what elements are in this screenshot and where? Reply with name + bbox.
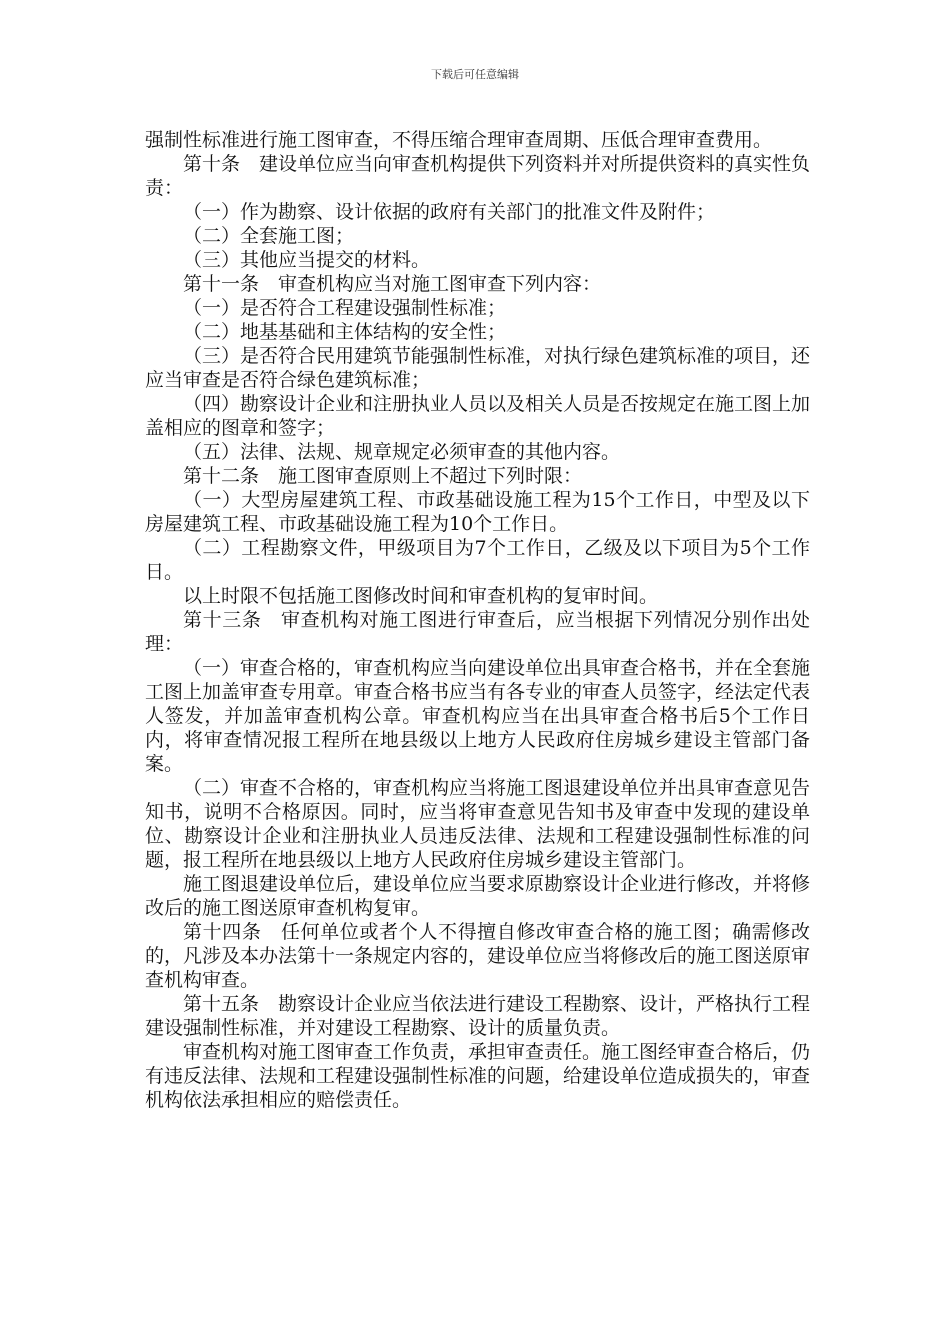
paragraph: 施工图退建设单位后，建设单位应当要求原勘察设计企业进行修改，并将修改后的施工图送原审查机构复审。: [145, 873, 811, 919]
paragraph: （二）全套施工图；: [183, 225, 355, 247]
paragraph: （一）作为勘察、设计依据的政府有关部门的批准文件及附件；: [183, 201, 716, 223]
paragraph: （三）其他应当提交的材料。: [183, 249, 431, 271]
paragraph: 第十条 建设单位应当向审查机构提供下列资料并对所提供资料的真实性负责：: [145, 153, 811, 199]
paragraph: （二）工程勘察文件，甲级项目为7个工作日，乙级及以下项目为5个工作日。: [145, 537, 810, 583]
page-header: 下载后可任意编辑: [431, 68, 519, 81]
paragraph: 强制性标准进行施工图审查，不得压缩合理审查周期、压低合理审查费用。: [145, 129, 773, 151]
paragraph: 第十五条 勘察设计企业应当依法进行建设工程勘察、设计，严格执行工程建设强制性标准，并对建设工程勘察、设计的质量负责。: [145, 993, 811, 1039]
paragraph: （五）法律、法规、规章规定必须审查的其他内容。: [183, 441, 621, 463]
paragraph: 第十三条 审查机构对施工图进行审查后，应当根据下列情况分别作出处理：: [145, 609, 810, 655]
paragraph: （三）是否符合民用建筑节能强制性标准，对执行绿色建筑标准的项目，还应当审查是否符合绿色建筑标准；: [145, 345, 811, 391]
paragraph: （二）地基基础和主体结构的安全性；: [183, 321, 507, 343]
paragraph: 以上时限不包括施工图修改时间和审查机构的复审时间。: [183, 585, 659, 607]
paragraph: 第十一条 审查机构应当对施工图审查下列内容：: [183, 273, 602, 295]
paragraph: 审查机构对施工图审查工作负责，承担审查责任。施工图经审查合格后，仍有违反法律、法规和工程建设强制性标准的问题，给建设单位造成损失的，审查机构依法承担相应的赔偿责任。: [145, 1041, 811, 1111]
paragraph: （一）审查合格的，审查机构应当向建设单位出具审查合格书，并在全套施工图上加盖审查专用章。审查合格书应当有各专业的审查人员签字，经法定代表人签发，并加盖审查机构公章。审查机构应当在出具审查合格书后5个工作日内，将审查情况报工程所在地县级以上地方人民政府住房城乡建设主管部门备案。: [145, 657, 811, 775]
paragraph: 第十二条 施工图审查原则上不超过下列时限：: [183, 465, 583, 487]
document-body: [145, 128, 810, 1112]
paragraph: （一）是否符合工程建设强制性标准；: [183, 297, 507, 319]
paragraph: （四）勘察设计企业和注册执业人员以及相关人员是否按规定在施工图上加盖相应的图章和签字；: [145, 393, 811, 439]
paragraph: 第十四条 任何单位或者个人不得擅自修改审查合格的施工图；确需修改的，凡涉及本办法第十一条规定内容的，建设单位应当将修改后的施工图送原审查机构审查。: [145, 921, 811, 991]
paragraph: （一）大型房屋建筑工程、市政基础设施工程为15个工作日，中型及以下房屋建筑工程、市政基础设施工程为10个工作日。: [145, 489, 810, 535]
paragraph: （二）审查不合格的，审查机构应当将施工图退建设单位并出具审查意见告知书，说明不合格原因。同时，应当将审查意见告知书及审查中发现的建设单位、勘察设计企业和注册执业人员违反法律、法规和工程建设强制性标准的问题，报工程所在地县级以上地方人民政府住房城乡建设主管部门。: [145, 777, 811, 871]
